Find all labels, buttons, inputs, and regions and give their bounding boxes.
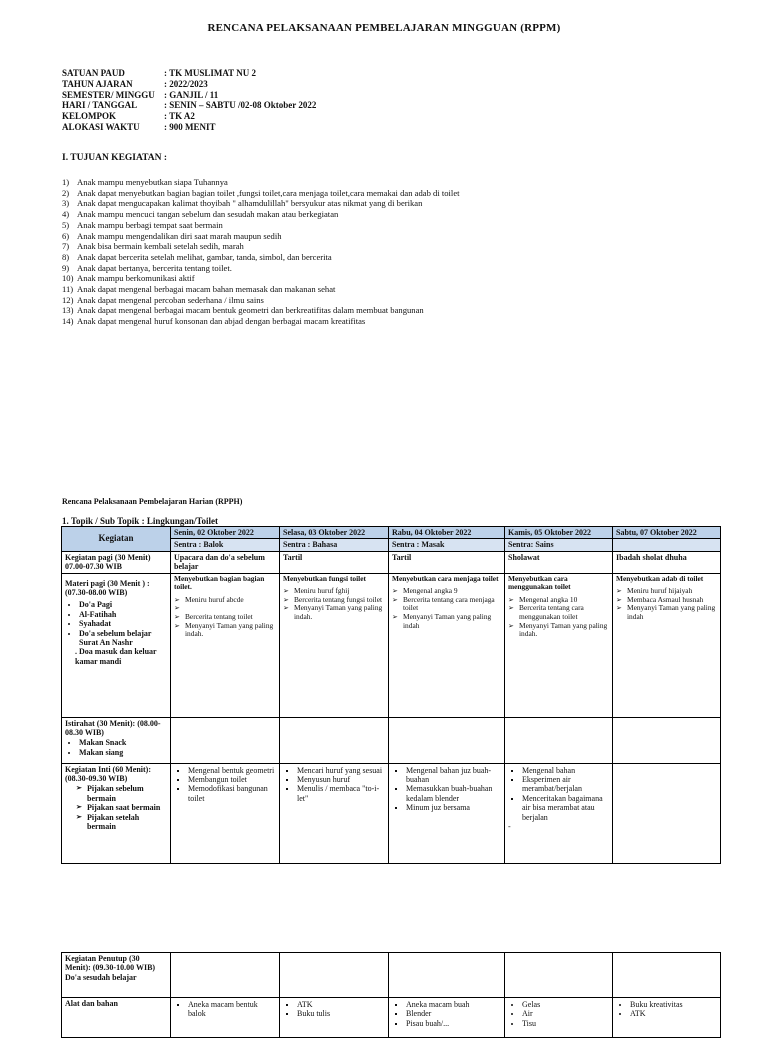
meta-row xyxy=(62,79,316,90)
day-header: Kamis, 05 Oktober 2022 xyxy=(505,527,613,539)
list-item: ▪ Aneka macam buah xyxy=(406,1000,501,1009)
section-heading: I. TUJUAN KEGIATAN : xyxy=(62,153,168,163)
empty-cell xyxy=(389,717,505,763)
materi-cell-head: Menyebutkan cara menggunakan toilet xyxy=(508,573,571,592)
objective-number: 13) xyxy=(62,305,74,316)
sentra-cell: Sentra: Sains xyxy=(505,539,613,551)
list-item: • Gelas xyxy=(522,1000,609,1009)
list-item: • Do'a sebelum belajar xyxy=(79,629,167,638)
materi-cell-list xyxy=(508,596,609,639)
list-item: • Al-Fatihah xyxy=(79,610,167,619)
objective-item xyxy=(62,295,742,306)
materi-cell xyxy=(389,573,505,717)
objective-number: 10) xyxy=(62,273,74,284)
list-item: ➢ Menyanyi Taman yang paling indah. xyxy=(519,622,609,639)
list-item: • Syahadat xyxy=(79,619,167,628)
sentra-cell: Sentra : Masak xyxy=(389,539,505,551)
pagi-cell: Upacara dan do'a sebelum belajar xyxy=(171,551,280,573)
inti-cell xyxy=(62,763,171,863)
pagi-cell: Tartil xyxy=(389,551,505,573)
inti-day-cell xyxy=(171,763,280,863)
meta-value: : TK MUSLIMAT NU 2 xyxy=(164,68,257,78)
objective-item xyxy=(62,177,742,188)
objective-text: Anak dapat mengenal berbagai macam bahan memasak dan makanan sehat xyxy=(77,284,336,295)
list-item: ➢ Pijakan setelah bermain xyxy=(87,813,167,832)
list-item: ➢ Meniru huruf abcde xyxy=(185,596,276,605)
materi-label: Materi pagi (30 Menit ) : (07.30-08.00 WIB) xyxy=(65,578,150,598)
list-item: ➢ Pijakan sebelum bermain xyxy=(87,784,167,803)
alat-cell xyxy=(389,998,505,1038)
meta-label: TAHUN AJARAN xyxy=(62,78,133,89)
objectives-list xyxy=(62,177,742,327)
topic-heading: 1. Topik / Sub Topik : Lingkungan/Toilet xyxy=(62,516,219,526)
objective-item xyxy=(62,209,742,220)
pagi-cell: Sholawat xyxy=(505,551,613,573)
meta-row xyxy=(62,100,316,111)
meta-label: KELOMPOK xyxy=(62,111,116,122)
materi-cell-list xyxy=(616,587,717,621)
objective-number: 9) xyxy=(62,262,70,273)
objective-number: 6) xyxy=(62,230,70,241)
inti-list xyxy=(65,784,167,831)
materi-cell-head: Menyebutkan adab di toilet xyxy=(616,573,704,583)
inti-day-list xyxy=(174,766,276,804)
inti-day-cell xyxy=(280,763,389,863)
list-item: ▪ Menyusun huruf xyxy=(297,775,385,784)
list-item: ▪ Eksperimen air merambat/berjalan xyxy=(522,775,609,794)
istirahat-label: Istirahat (30 Menit): (08.00-08.30 WIB) xyxy=(65,718,161,738)
list-item: • Air xyxy=(522,1009,609,1018)
penutup-label: Kegiatan Penutup (30 Menit): (09.30-10.00 WIB) Do'a sesudah belajar xyxy=(62,953,171,998)
materi-cell-list xyxy=(283,587,385,621)
list-item: ➢ Mengenal angka 9 xyxy=(403,587,501,596)
rpph-table-continued xyxy=(61,952,721,1038)
objective-item xyxy=(62,284,742,295)
inti-day-list xyxy=(283,766,385,804)
objective-number: 2) xyxy=(62,187,70,198)
list-item: ➢ Bercerita tentang toilet xyxy=(185,613,276,622)
page-title: RENCANA PELAKSANAAN PEMBELAJARAN MINGGUAN (RPPM) xyxy=(207,22,561,34)
alat-cell xyxy=(280,998,389,1038)
alat-label: Alat dan bahan xyxy=(62,998,171,1038)
objective-item xyxy=(62,273,742,284)
materi-cell-head: Menyebutkan fungsi toilet xyxy=(283,573,366,583)
objective-number: 5) xyxy=(62,219,70,230)
list-item: ➢ Menyanyi Taman yang paling indah xyxy=(627,604,717,621)
list-item: ➢ Meniru huruf hijaiyah xyxy=(627,587,717,596)
objective-text: Anak dapat mengenal percoban sederhana / ilmu sains xyxy=(77,294,264,305)
sentra-cell: Sentra : Balok xyxy=(171,539,280,551)
objective-number: 3) xyxy=(62,198,70,209)
objective-item xyxy=(62,198,742,209)
materi-label-cell xyxy=(62,573,171,717)
objective-text: Anak dapat bertanya, bercerita tentang toilet. xyxy=(77,262,232,273)
list-item: • Makan siang xyxy=(79,748,167,757)
rpph-title: Rencana Pelaksanaan Pembelajaran Harian (RPPH) xyxy=(62,497,243,506)
list-item: ▪ Mengenal bentuk geometri xyxy=(188,766,276,775)
objective-number: 12) xyxy=(62,294,74,305)
list-item: ➢ Bercerita tentang fungsi toilet xyxy=(294,596,385,605)
meta-value: : 900 MENIT xyxy=(164,121,216,132)
empty-cell xyxy=(613,953,721,998)
empty-cell xyxy=(171,717,280,763)
materi-list xyxy=(65,600,167,638)
list-item: ▪ Minum juz bersama xyxy=(406,803,501,812)
alat-list xyxy=(616,1000,717,1019)
list-item: • Tisu xyxy=(522,1019,609,1028)
pagi-cell: Ibadah sholat dhuha xyxy=(613,551,721,573)
objective-item xyxy=(62,220,742,231)
empty-cell xyxy=(613,717,721,763)
meta-row xyxy=(62,68,316,79)
alat-cell xyxy=(505,998,613,1038)
meta-label: SATUAN PAUD xyxy=(62,68,125,78)
inti-day-list xyxy=(508,766,609,822)
objective-item xyxy=(62,305,742,316)
empty-cell xyxy=(171,953,280,998)
materi-cell-list xyxy=(392,587,501,630)
inti-day-cell xyxy=(505,763,613,863)
objective-text: Anak mampu mengendalikan diri saat marah maupun sedih xyxy=(77,230,282,241)
empty-cell xyxy=(505,953,613,998)
day-header: Selasa, 03 Oktober 2022 xyxy=(280,527,389,539)
list-item: • ATK xyxy=(630,1009,717,1018)
list-item: ▪ Aneka macam bentuk balok xyxy=(188,1000,276,1019)
materi-cell xyxy=(505,573,613,717)
alat-list xyxy=(174,1000,276,1019)
list-item: ▪ Menceritakan bagaimana air bisa merambat atau berjalan xyxy=(522,794,609,822)
objective-item xyxy=(62,231,742,242)
list-item: ➢ Bercerita tentang cara menggunakan toilet xyxy=(519,604,609,621)
list-item: ➢ Menyanyi Taman yang paling indah. xyxy=(294,604,385,621)
list-item: ▪ ATK xyxy=(297,1000,385,1009)
objective-number: 1) xyxy=(62,177,70,187)
empty-cell xyxy=(613,763,721,863)
meta-value: : SENIN – SABTU /02-08 Oktober 2022 xyxy=(164,100,317,111)
objective-text: Anak dapat bercerita setelah melihat, gambar, tanda, simbol, dan bercerita xyxy=(77,251,332,262)
istirahat-cell xyxy=(62,717,171,763)
objective-number: 11) xyxy=(62,284,74,295)
alat-list xyxy=(283,1000,385,1019)
materi-cell-head: Menyebutkan bagian bagian toilet. xyxy=(174,573,265,592)
meta-value: : TK A2 xyxy=(164,111,195,122)
day-header: Sabtu, 07 Oktober 2022 xyxy=(613,527,721,539)
pagi-cell: Tartil xyxy=(280,551,389,573)
objective-item xyxy=(62,263,742,274)
list-item: ▪ Buku tulis xyxy=(297,1009,385,1018)
objective-text: Anak mampu berbagi tempat saat bermain xyxy=(77,219,223,230)
materi-cell xyxy=(280,573,389,717)
empty-cell xyxy=(389,953,505,998)
materi-extra: . Doa masuk dan keluar kamar mandi xyxy=(75,647,157,666)
list-item: • Buku kreativitas xyxy=(630,1000,717,1009)
meta-label: SEMESTER/ MINGGU xyxy=(62,89,155,100)
kegiatan-header: Kegiatan xyxy=(62,527,171,552)
inti-day-cell xyxy=(389,763,505,863)
objective-text: Anak bisa bermain kembali setelah sedih, marah xyxy=(77,241,244,252)
materi-cell xyxy=(171,573,280,717)
empty-cell xyxy=(280,717,389,763)
objective-text: Anak mampu menyebutkan siapa Tuhannya xyxy=(77,177,228,187)
objective-number: 7) xyxy=(62,241,70,252)
list-item: ➢ Mengenal angka 10 xyxy=(519,596,609,605)
inti-trailing: - xyxy=(508,822,511,832)
istirahat-list xyxy=(65,738,167,757)
objective-item xyxy=(62,241,742,252)
meta-label: ALOKASI WAKTU xyxy=(62,121,140,132)
materi-cell-list xyxy=(174,596,276,639)
empty-cell xyxy=(505,717,613,763)
identity-block xyxy=(62,68,316,133)
materi-extra: Surat An Nashr xyxy=(79,638,133,648)
list-item: ▪ Menulis / membaca "to-i-let" xyxy=(297,784,385,803)
empty-cell xyxy=(280,953,389,998)
objective-item xyxy=(62,252,742,263)
list-item: ➢ Meniru huruf fghij xyxy=(294,587,385,596)
objective-item xyxy=(62,316,742,327)
list-item: ➢ Menyanyi Taman yang paling indah. xyxy=(185,622,276,639)
objective-number: 14) xyxy=(62,316,74,327)
objective-text: Anak dapat mengucapakan kalimat thoyibah " alhamdulillah" bersyukur atas nikmat yang di berikan xyxy=(77,198,423,209)
list-item: • Makan Snack xyxy=(79,738,167,747)
list-item: ▪ Mencari huruf yang sesuai xyxy=(297,766,385,775)
objective-number: 8) xyxy=(62,251,70,262)
list-item: ▪ Mengenal bahan juz buah-buahan xyxy=(406,766,501,785)
meta-label: HARI / TANGGAL xyxy=(62,100,138,111)
list-item: ▪ Membangun toilet xyxy=(188,775,276,784)
objective-item xyxy=(62,188,742,199)
pagi-label: Kegiatan pagi (30 Menit) 07.00-07.30 WIB xyxy=(62,551,171,573)
objective-text: Anak dapat mengenal berbagai macam bentuk geometri dan berkreatifitas dalam membuat bangunan xyxy=(77,305,424,316)
list-item: ➢ Bercerita tentang cara menjaga toilet xyxy=(403,596,501,613)
list-item: ▪ Memasukkan buah-buahan kedalam blender xyxy=(406,784,501,803)
sentra-cell xyxy=(613,539,721,551)
materi-cell-head: Menyebutkan cara menjaga toilet xyxy=(392,573,499,583)
meta-value: : 2022/2023 xyxy=(164,78,208,89)
sentra-cell: Sentra : Bahasa xyxy=(280,539,389,551)
rpph-table xyxy=(61,526,721,864)
list-item: ▪ Pisau buah/... xyxy=(406,1019,501,1028)
objective-text: Anak dapat mengenal huruf konsonan dan abjad dengan berbagai macam kreatifitas xyxy=(77,316,366,327)
objective-text: Anak mampu mencuci tangan sebelum dan sesudah makan atau berkegiatan xyxy=(77,209,339,220)
alat-cell xyxy=(171,998,280,1038)
inti-day-list xyxy=(392,766,501,813)
objective-text: Anak dapat menyebutkan bagian bagian toilet ,fungsi toilet,cara menjaga toilet,cara memakai dan adab di toilet xyxy=(77,187,460,198)
objective-text: Anak mampu berkomunikasi aktif xyxy=(77,273,195,284)
inti-label: Kegiatan Inti (60 Menit): (08.30-09.30 WIB) xyxy=(65,764,151,784)
list-item: ▪ Memodofikasi bangunan toilet xyxy=(188,784,276,803)
list-item: • Do'a Pagi xyxy=(79,600,167,609)
meta-row xyxy=(62,90,316,101)
materi-cell xyxy=(613,573,721,717)
list-item: ▪ Blender xyxy=(406,1009,501,1018)
meta-value: : GANJIL / 11 xyxy=(164,89,219,100)
day-header: Senin, 02 Oktober 2022 xyxy=(171,527,280,539)
list-item: ▪ Mengenal bahan xyxy=(522,766,609,775)
meta-row xyxy=(62,122,316,133)
day-header: Rabu, 04 Oktober 2022 xyxy=(389,527,505,539)
alat-cell xyxy=(613,998,721,1038)
meta-row xyxy=(62,111,316,122)
list-item: ➢ Pijakan saat bermain xyxy=(87,803,167,812)
objective-number: 4) xyxy=(62,209,70,220)
list-item: ➢ Membaca Asmaul husnah xyxy=(627,596,717,605)
list-item: ➢ Menyanyi Taman yang paling indah xyxy=(403,613,501,630)
